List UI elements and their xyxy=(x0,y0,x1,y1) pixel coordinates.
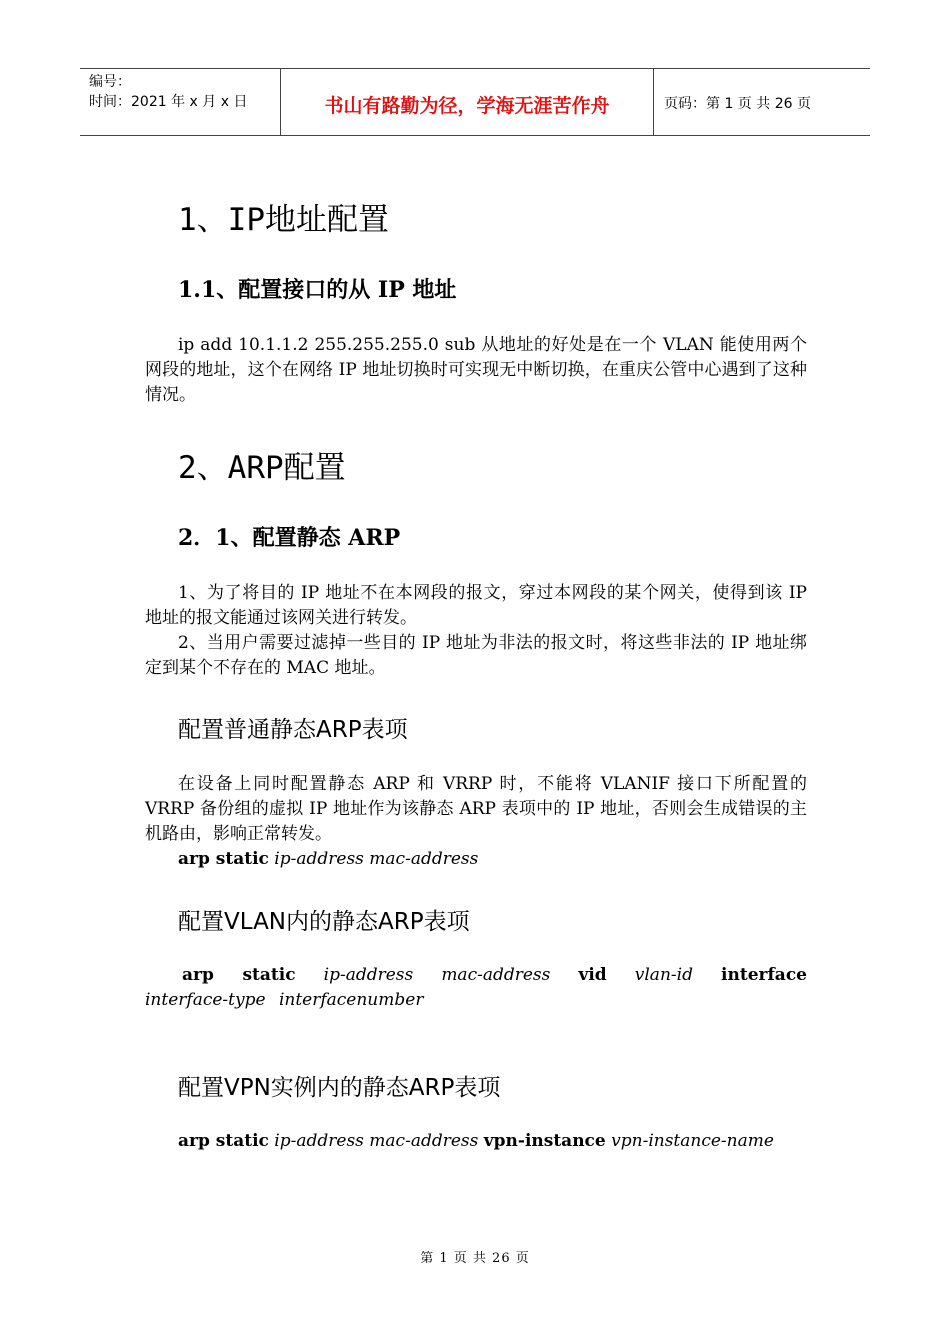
section-2-title: 2、ARP配置 xyxy=(178,450,346,486)
section-1-title: 1、IP地址配置 xyxy=(178,202,389,238)
cmd-arg-1: ip-address mac-address xyxy=(323,965,551,985)
vpn-static-arp-command xyxy=(178,1129,774,1154)
normal-static-arp-command xyxy=(178,847,478,872)
header-table xyxy=(80,68,870,136)
cmd-keyword-1: arp static xyxy=(182,965,296,985)
cmd-arg-2: vpn-instance-name xyxy=(611,1131,774,1151)
cmd-arg-3: interface-type interfacenumber xyxy=(145,990,424,1010)
section-1-1-paragraph: ip add 10.1.1.2 255.255.255.0 sub 从地址的好处是在一个 VLAN 能使用两个网段的地址，这个在网络 IP 地址切换时可实现无中断切换，在重庆公管中心遇到了这种情况。 xyxy=(145,335,807,405)
header-meta xyxy=(80,69,281,135)
cmd-keyword-2: vid xyxy=(578,965,607,985)
section-1-1-title: 1.1、配置接口的从 IP 地址 xyxy=(178,277,457,303)
vlan-static-arp-command xyxy=(145,963,807,1013)
header-motto: 书山有路勤为径，学海无涯苦作舟 xyxy=(281,69,654,135)
cmd-keyword: arp static xyxy=(178,849,269,869)
normal-static-arp-title: 配置普通静态ARP表项 xyxy=(178,717,408,743)
cmd-keyword-1: arp static xyxy=(178,1131,269,1151)
cmd-keyword-3: interface xyxy=(721,965,807,985)
section-2-1-title: 2．1、配置静态 ARP xyxy=(178,525,401,551)
vpn-static-arp-title: 配置VPN实例内的静态ARP表项 xyxy=(178,1075,501,1101)
cmd-arg-2: vlan-id xyxy=(634,965,693,985)
cmd-args: ip-address mac-address xyxy=(274,849,479,869)
section-2-1-paragraph-1: 1、为了将目的 IP 地址不在本网段的报文，穿过本网段的某个网关，使得到该 IP 地址的报文能通过该网关进行转发。 xyxy=(145,583,807,628)
section-2-1-paragraph-2: 2、当用户需要过滤掉一些目的 IP 地址为非法的报文时，将这些非法的 IP 地址绑定到某个不存在的 MAC 地址。 xyxy=(145,633,807,678)
cmd-arg-1: ip-address mac-address xyxy=(274,1131,479,1151)
header-page-info: 页码：第 1 页 共 26 页 xyxy=(664,96,811,112)
code-label: 编号： xyxy=(89,74,131,90)
vlan-static-arp-title: 配置VLAN内的静态ARP表项 xyxy=(178,909,470,935)
cmd-keyword-2: vpn-instance xyxy=(483,1131,606,1151)
normal-static-arp-paragraph: 在设备上同时配置静态 ARP 和 VRRP 时，不能将 VLANIF 接口下所配置的 VRRP 备份组的虚拟 IP 地址作为该静态 ARP 表项中的 IP 地址，否则会生成错误的主机路由，影响正常转发。 xyxy=(145,774,807,844)
page-footer: 第 1 页 共 26 页 xyxy=(420,1251,530,1266)
time-label: 时间：2021 年 x 月 x 日 xyxy=(89,94,248,110)
